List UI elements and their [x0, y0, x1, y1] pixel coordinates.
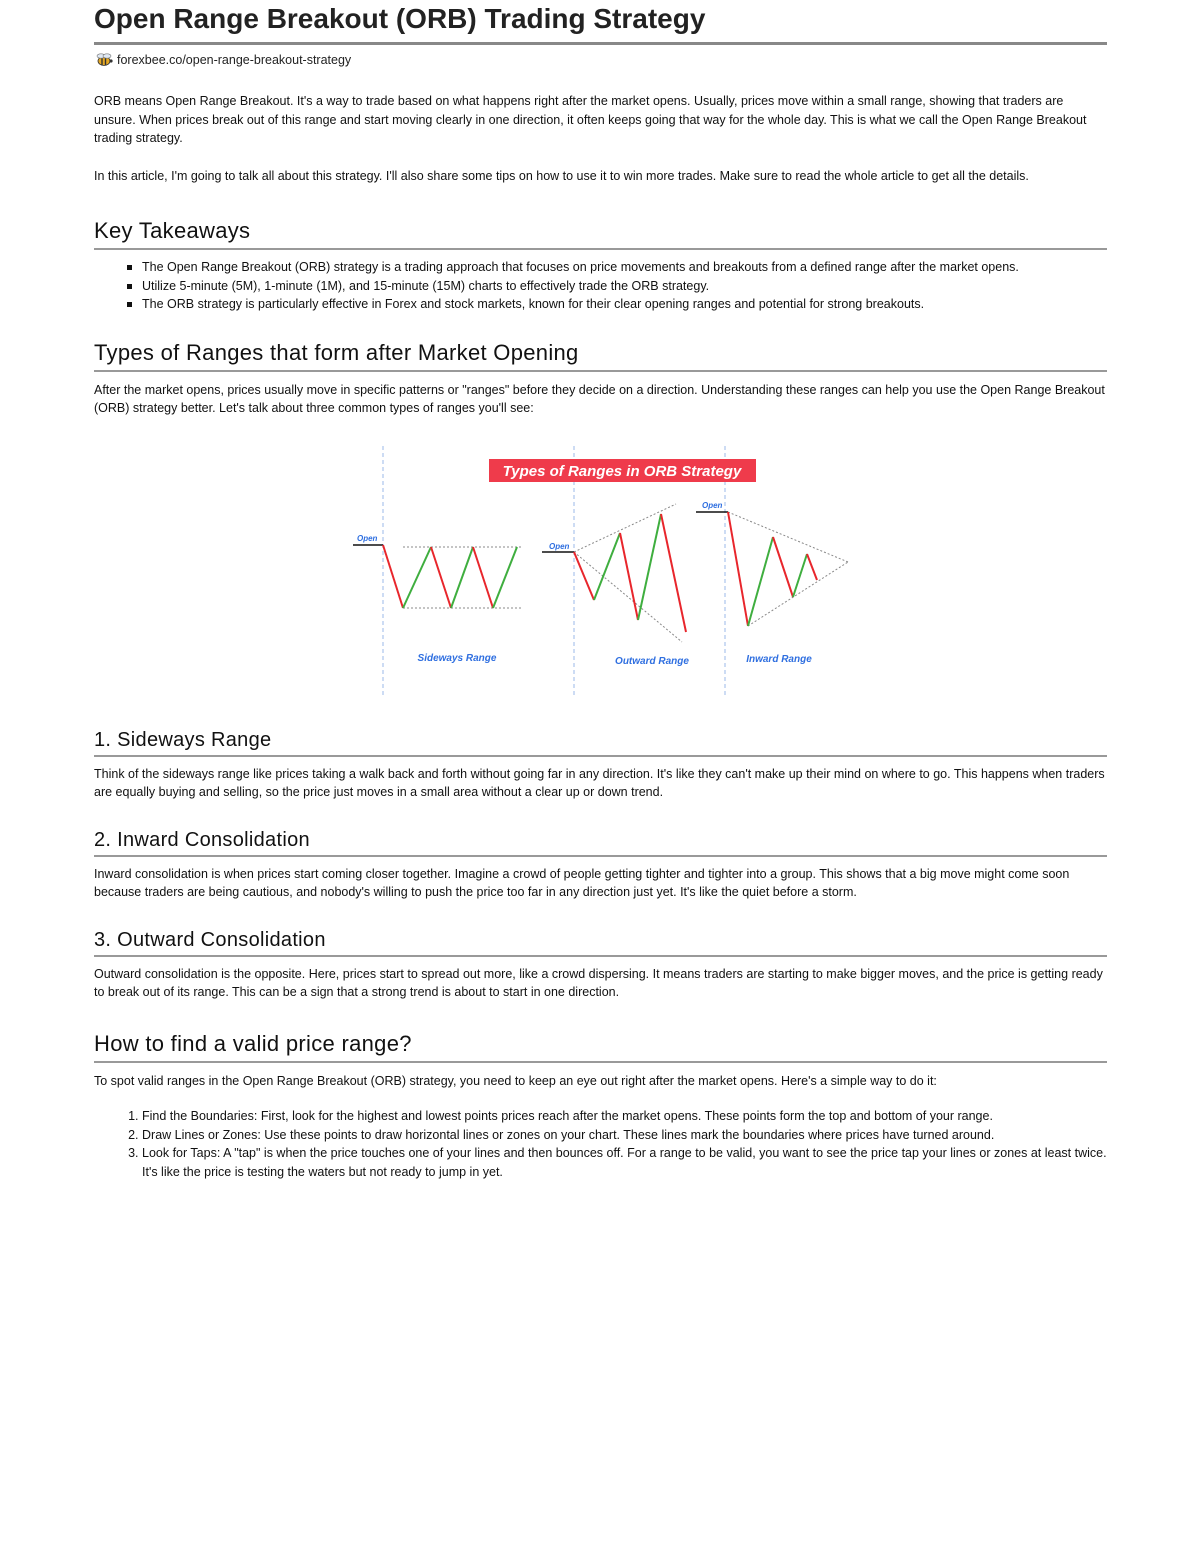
list-item: 3. Look for Taps: A "tap" is when the price touches one of your lines and then bounces off. For a range to be valid, you want to see the price tap your lines or zones at least twice. It's like the price is testing the waters but not ready to jump in yet.	[142, 1144, 1107, 1181]
valid-range-steps	[94, 1107, 1107, 1181]
sideways-range-paragraph: Think of the sideways range like prices taking a walk back and forth without going far in any direction. It's like they can't make up their mind on where to go. This happens when traders are equally buying and selling, so the price just moves in a small area without a clear up or down trend.	[94, 766, 1105, 799]
bee-icon	[94, 53, 114, 67]
up-leg	[403, 547, 431, 608]
down-leg	[473, 547, 493, 608]
open-label: Open	[357, 533, 378, 543]
list-item: Utilize 5-minute (5M), 1-minute (1M), and 15-minute (15M) charts to effectively trade the ORB strategy.	[142, 277, 1107, 296]
key-takeaways-heading: Key Takeaways	[94, 218, 1107, 250]
orb-ranges-figure	[94, 446, 1107, 706]
key-takeaways-list	[94, 258, 1107, 314]
inward-consolidation-paragraph: Inward consolidation is when prices start coming closer together. Imagine a crowd of people getting tighter and tighter into a group. This shows that a big move might come soon because traders are being cautious, and nobody's willing to push the price too far in any direction just yet. It's like the quiet before a storm.	[94, 866, 1070, 899]
open-label: Open	[702, 500, 723, 510]
intro-paragraph-2: In this article, I'm going to talk all about this strategy. I'll also share some tips on how to use it to win more trades. Make sure to read the whole article to get all the details.	[94, 168, 1029, 183]
figure-title: Types of Ranges in ORB Strategy	[502, 462, 742, 480]
list-item: 1. Find the Boundaries: First, look for the highest and lowest points prices reach after the market opens. These points form the top and bottom of your range.	[142, 1107, 1107, 1126]
list-item: 2. Draw Lines or Zones: Use these points to draw horizontal lines or zones on your chart. These lines mark the boundaries where prices have turned around.	[142, 1126, 1107, 1145]
panel-label-inward: Inward Range	[746, 653, 812, 665]
open-label: Open	[549, 541, 570, 551]
page-title: Open Range Breakout (ORB) Trading Strategy	[94, 0, 1107, 45]
panel-label-sideways: Sideways Range	[417, 652, 497, 664]
outward-consolidation-paragraph: Outward consolidation is the opposite. Here, prices start to spread out more, like a crowd dispersing. It means traders are starting to make bigger moves, and the price is getting ready to break out of its range. This can be a sign that a strong trend is about to start in one direction.	[94, 966, 1103, 999]
inward-consolidation-heading: 2. Inward Consolidation	[94, 828, 1107, 857]
up-leg	[793, 554, 807, 597]
down-leg	[383, 545, 403, 608]
outward-consolidation-heading: 3. Outward Consolidation	[94, 928, 1107, 957]
up-leg	[451, 547, 473, 608]
range-top-line	[574, 504, 676, 552]
down-leg	[620, 533, 638, 620]
list-item: The Open Range Breakout (ORB) strategy is a trading approach that focuses on price movements and breakouts from a defined range after the market opens.	[142, 258, 1107, 277]
types-of-ranges-heading: Types of Ranges that form after Market Opening	[94, 340, 1107, 372]
panel-label-outward: Outward Range	[615, 655, 689, 667]
types-intro-paragraph: After the market opens, prices usually move in specific patterns or "ranges" before they decide on a direction. Understanding these ranges can help you use the Open Range Breakout (ORB) strategy better. Let's talk about three common types of ranges you'll see:	[94, 382, 1105, 415]
down-leg	[661, 514, 686, 632]
orb-ranges-diagram	[346, 446, 856, 696]
valid-range-heading: How to find a valid price range?	[94, 1031, 1107, 1063]
list-item: The ORB strategy is particularly effective in Forex and stock markets, known for their clear opening ranges and potential for strong breakouts.	[142, 295, 1107, 314]
sideways-range-heading: 1. Sideways Range	[94, 728, 1107, 757]
source-url[interactable]: forexbee.co/open-range-breakout-strategy	[117, 53, 352, 67]
range-top-line	[728, 512, 848, 562]
up-leg	[594, 533, 620, 600]
valid-range-intro: To spot valid ranges in the Open Range Breakout (ORB) strategy, you need to keep an eye out right after the market opens. Here's a simple way to do it:	[94, 1073, 937, 1088]
up-leg	[638, 514, 661, 620]
article	[94, 0, 1107, 1181]
down-leg	[431, 547, 451, 608]
down-leg	[728, 512, 748, 626]
up-leg	[493, 547, 517, 608]
down-leg	[574, 552, 594, 600]
down-leg	[773, 537, 793, 597]
down-leg	[807, 554, 817, 580]
intro-paragraph-1: ORB means Open Range Breakout. It's a way to trade based on what happens right after the market opens. Usually, prices move within a small range, showing that traders are unsure. When prices break out of this range and start moving clearly in one direction, it often keeps going that way for the whole day. This is what we call the Open Range Breakout trading strategy.	[94, 94, 1087, 145]
range-bottom-line	[574, 552, 682, 642]
source-line	[94, 51, 1107, 69]
